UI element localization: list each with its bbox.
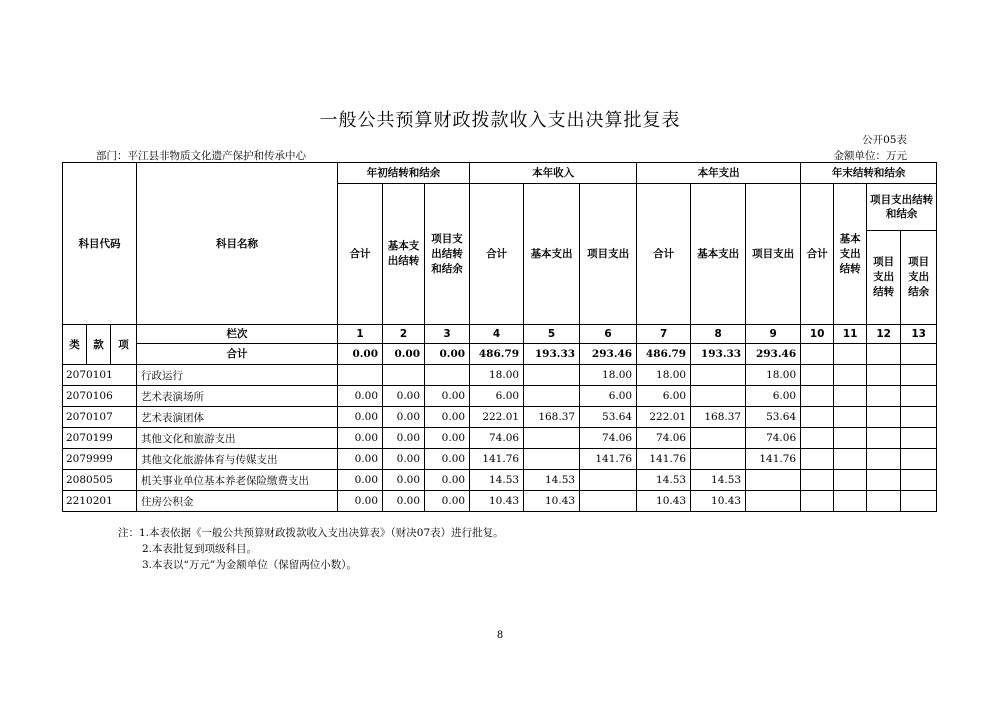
amount-cell: 74.06 xyxy=(470,428,524,449)
header-xiang: 项 xyxy=(111,325,137,365)
amount-cell xyxy=(867,428,901,449)
subject-name: 其他文化旅游体育与传媒支出 xyxy=(137,449,338,470)
amount-cell: 141.76 xyxy=(580,449,637,470)
note-2: 2.本表批复到项级科目。 xyxy=(142,543,258,555)
subject-code: 2210201 xyxy=(63,491,137,512)
amount-cell: 14.53 xyxy=(637,470,691,491)
column-index: 5 xyxy=(524,325,580,344)
amount-cell xyxy=(834,428,867,449)
amount-cell xyxy=(691,428,746,449)
amount-cell xyxy=(691,365,746,386)
column-index: 9 xyxy=(746,325,801,344)
amount-cell: 0.00 xyxy=(425,491,470,512)
column-index-label: 栏次 xyxy=(137,325,338,344)
table-row xyxy=(63,428,937,449)
notes xyxy=(118,525,504,573)
header-income-total: 合计 xyxy=(470,184,524,325)
amount-cell xyxy=(867,386,901,407)
amount-cell xyxy=(901,428,937,449)
amount-cell: 0.00 xyxy=(383,407,425,428)
amount-cell xyxy=(524,386,580,407)
budget-table xyxy=(62,162,937,512)
header-end-basic: 基本支出结转 xyxy=(834,184,867,325)
amount-cell: 0.00 xyxy=(338,428,383,449)
header-lei: 类 xyxy=(63,325,87,365)
total-cell xyxy=(801,344,834,365)
amount-cell: 10.43 xyxy=(524,491,580,512)
amount-cell xyxy=(867,449,901,470)
subject-name: 机关事业单位基本养老保险缴费支出 xyxy=(137,470,338,491)
amount-cell: 0.00 xyxy=(383,386,425,407)
amount-cell: 6.00 xyxy=(746,386,801,407)
header-end-project-surplus: 项目支出结余 xyxy=(901,231,937,325)
amount-cell: 10.43 xyxy=(691,491,746,512)
header-expense-project: 项目支出 xyxy=(746,184,801,325)
subject-name: 艺术表演场所 xyxy=(137,386,338,407)
amount-cell xyxy=(901,449,937,470)
subject-code: 2070101 xyxy=(63,365,137,386)
amount-cell: 10.43 xyxy=(470,491,524,512)
header-end-total: 合计 xyxy=(801,184,834,325)
amount-cell xyxy=(383,365,425,386)
amount-cell xyxy=(867,407,901,428)
column-index: 2 xyxy=(383,325,425,344)
amount-cell: 14.53 xyxy=(524,470,580,491)
amount-cell: 0.00 xyxy=(338,407,383,428)
amount-cell xyxy=(801,470,834,491)
subject-code: 2070107 xyxy=(63,407,137,428)
amount-cell xyxy=(580,470,637,491)
amount-cell: 168.37 xyxy=(691,407,746,428)
amount-cell: 0.00 xyxy=(425,470,470,491)
amount-cell xyxy=(901,365,937,386)
amount-cell: 14.53 xyxy=(470,470,524,491)
page-title: 一般公共预算财政拨款收入支出决算批复表 xyxy=(319,110,681,131)
amount-cell xyxy=(901,407,937,428)
header-group-income: 本年收入 xyxy=(470,163,637,184)
amount-cell: 168.37 xyxy=(524,407,580,428)
amount-cell xyxy=(801,407,834,428)
amount-cell: 0.00 xyxy=(338,470,383,491)
amount-cell xyxy=(801,386,834,407)
column-index: 4 xyxy=(470,325,524,344)
amount-cell: 0.00 xyxy=(425,407,470,428)
amount-cell xyxy=(834,407,867,428)
amount-cell xyxy=(801,365,834,386)
table-row xyxy=(63,449,937,470)
amount-cell xyxy=(834,491,867,512)
note-1: 注：1.本表依据《一般公共预算财政拨款收入支出决算表》（财决07表）进行批复。 xyxy=(118,527,504,539)
total-cell: 486.79 xyxy=(470,344,524,365)
header-group-end: 年末结转和结余 xyxy=(801,163,937,184)
amount-cell xyxy=(834,449,867,470)
header-end-project-carry: 项目支出结转 xyxy=(867,231,901,325)
amount-cell xyxy=(801,428,834,449)
total-cell: 486.79 xyxy=(637,344,691,365)
amount-cell: 18.00 xyxy=(580,365,637,386)
header-group-expense: 本年支出 xyxy=(637,163,801,184)
column-index: 12 xyxy=(867,325,901,344)
amount-cell: 0.00 xyxy=(425,449,470,470)
column-index: 1 xyxy=(338,325,383,344)
amount-cell: 0.00 xyxy=(383,470,425,491)
amount-cell: 222.01 xyxy=(470,407,524,428)
page-number: 8 xyxy=(496,630,504,641)
total-cell xyxy=(834,344,867,365)
amount-cell xyxy=(746,491,801,512)
amount-cell xyxy=(425,365,470,386)
table-row xyxy=(63,491,937,512)
total-cell: 293.46 xyxy=(746,344,801,365)
amount-unit-label: 金额单位：万元 xyxy=(833,150,907,162)
total-cell xyxy=(867,344,901,365)
amount-cell xyxy=(801,491,834,512)
amount-cell xyxy=(801,449,834,470)
header-subject-name: 科目名称 xyxy=(137,163,338,325)
amount-cell xyxy=(746,470,801,491)
total-cell: 193.33 xyxy=(524,344,580,365)
header-begin-total: 合计 xyxy=(338,184,383,325)
total-cell: 193.33 xyxy=(691,344,746,365)
header-income-basic: 基本支出 xyxy=(524,184,580,325)
total-cell xyxy=(901,344,937,365)
amount-cell: 6.00 xyxy=(470,386,524,407)
amount-cell: 18.00 xyxy=(637,365,691,386)
header-income-project: 项目支出 xyxy=(580,184,637,325)
table-row xyxy=(63,407,937,428)
header-begin-basic: 基本支出结转 xyxy=(383,184,425,325)
total-cell: 293.46 xyxy=(580,344,637,365)
amount-cell xyxy=(867,365,901,386)
subject-code: 2080505 xyxy=(63,470,137,491)
amount-cell: 74.06 xyxy=(637,428,691,449)
header-kuan: 款 xyxy=(87,325,111,365)
amount-cell xyxy=(691,449,746,470)
table-row xyxy=(63,365,937,386)
subject-code: 2079999 xyxy=(63,449,137,470)
amount-cell xyxy=(901,470,937,491)
amount-cell xyxy=(834,386,867,407)
total-row xyxy=(63,344,937,365)
amount-cell xyxy=(834,470,867,491)
column-index: 10 xyxy=(801,325,834,344)
header-group-begin: 年初结转和结余 xyxy=(338,163,470,184)
total-cell: 0.00 xyxy=(425,344,470,365)
subject-code: 2070106 xyxy=(63,386,137,407)
total-cell: 0.00 xyxy=(383,344,425,365)
amount-cell xyxy=(834,365,867,386)
amount-cell xyxy=(901,491,937,512)
subject-code: 2070199 xyxy=(63,428,137,449)
amount-cell: 74.06 xyxy=(746,428,801,449)
amount-cell: 0.00 xyxy=(338,449,383,470)
subject-name: 艺术表演团体 xyxy=(137,407,338,428)
amount-cell: 6.00 xyxy=(637,386,691,407)
amount-cell xyxy=(338,365,383,386)
amount-cell xyxy=(901,386,937,407)
amount-cell xyxy=(524,365,580,386)
note-3: 3.本表以“万元”为金额单位（保留两位小数）。 xyxy=(142,559,358,571)
amount-cell: 53.64 xyxy=(746,407,801,428)
amount-cell xyxy=(867,491,901,512)
amount-cell xyxy=(580,491,637,512)
amount-cell: 14.53 xyxy=(691,470,746,491)
amount-cell: 0.00 xyxy=(383,491,425,512)
header-end-project-group: 项目支出结转和结余 xyxy=(867,184,937,231)
column-index: 11 xyxy=(834,325,867,344)
department-label: 部门：平江县非物质文化遗产保护和传承中心 xyxy=(96,150,306,162)
table-row xyxy=(63,386,937,407)
amount-cell: 6.00 xyxy=(580,386,637,407)
amount-cell: 0.00 xyxy=(383,428,425,449)
amount-cell: 141.76 xyxy=(637,449,691,470)
amount-cell: 0.00 xyxy=(338,491,383,512)
amount-cell: 18.00 xyxy=(470,365,524,386)
amount-cell: 141.76 xyxy=(470,449,524,470)
form-number: 公开05表 xyxy=(862,134,907,146)
subject-name: 行政运行 xyxy=(137,365,338,386)
header-subject-code: 科目代码 xyxy=(63,163,137,325)
column-index: 8 xyxy=(691,325,746,344)
column-index: 3 xyxy=(425,325,470,344)
column-index: 7 xyxy=(637,325,691,344)
amount-cell: 10.43 xyxy=(637,491,691,512)
amount-cell: 0.00 xyxy=(383,449,425,470)
amount-cell: 141.76 xyxy=(746,449,801,470)
amount-cell xyxy=(524,449,580,470)
column-index: 13 xyxy=(901,325,937,344)
column-index: 6 xyxy=(580,325,637,344)
header-begin-project: 项目支出结转和结余 xyxy=(425,184,470,325)
header-expense-total: 合计 xyxy=(637,184,691,325)
header-expense-basic: 基本支出 xyxy=(691,184,746,325)
amount-cell xyxy=(691,386,746,407)
subject-name: 住房公积金 xyxy=(137,491,338,512)
amount-cell xyxy=(524,428,580,449)
amount-cell: 18.00 xyxy=(746,365,801,386)
amount-cell xyxy=(867,470,901,491)
amount-cell: 74.06 xyxy=(580,428,637,449)
amount-cell: 0.00 xyxy=(338,386,383,407)
amount-cell: 222.01 xyxy=(637,407,691,428)
total-label: 合计 xyxy=(137,344,338,365)
amount-cell: 0.00 xyxy=(425,386,470,407)
subject-name: 其他文化和旅游支出 xyxy=(137,428,338,449)
amount-cell: 0.00 xyxy=(425,428,470,449)
amount-cell: 53.64 xyxy=(580,407,637,428)
total-cell: 0.00 xyxy=(338,344,383,365)
table-row xyxy=(63,470,937,491)
